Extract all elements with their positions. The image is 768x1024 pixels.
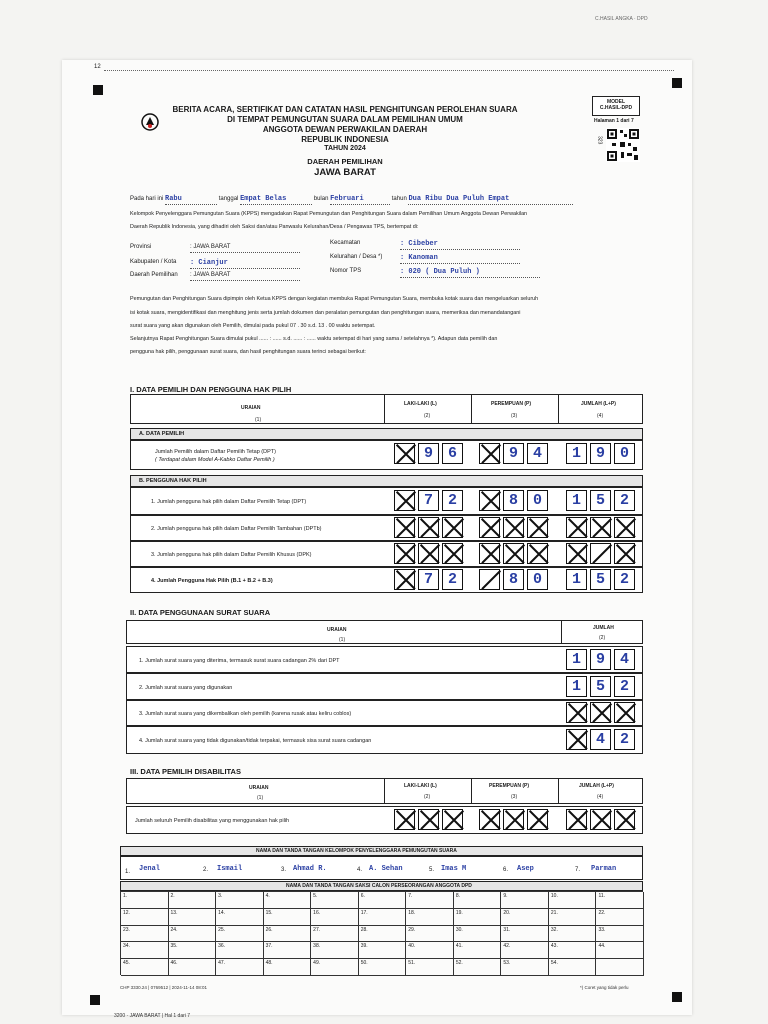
model-box <box>592 96 640 116</box>
sec3-col-uraian: URAIAN <box>249 785 269 791</box>
s3-l-d2[interactable] <box>418 809 439 830</box>
saksi-number: 25. <box>218 926 226 933</box>
saksi-cell[interactable] <box>311 942 359 959</box>
saksi-number: 8. <box>455 893 460 899</box>
saksi-number: 46. <box>170 960 178 967</box>
qr-code-icon <box>606 128 640 162</box>
b3-p-d3[interactable] <box>527 543 548 564</box>
kpps-sign-row <box>120 856 643 880</box>
dotted-top-line <box>104 70 674 71</box>
sec1-n3: (3) <box>511 413 518 419</box>
saksi-number: 39. <box>360 943 368 950</box>
saksi-cell[interactable] <box>501 909 549 926</box>
a1-p-d2[interactable]: 9 <box>503 443 524 464</box>
saksi-number: 21. <box>550 909 558 916</box>
saksi-cell[interactable] <box>501 892 549 909</box>
saksi-number: 2. <box>170 893 175 899</box>
saksi-number: 45. <box>123 960 130 967</box>
saksi-number: 17. <box>360 909 368 916</box>
sec2-n1: (1) <box>339 637 346 643</box>
saksi-number: 7. <box>408 893 413 899</box>
kpps-sign-1[interactable]: Jenal <box>139 865 161 873</box>
saksi-cell[interactable] <box>216 892 264 909</box>
saksi-cell[interactable] <box>359 959 407 976</box>
kpps-sign-6[interactable]: Asep <box>517 865 534 873</box>
saksi-number: 51. <box>408 960 416 967</box>
saksi-cell[interactable] <box>454 959 502 976</box>
sec1-b-row1-text: 1. Jumlah pengguna hak pilih dalam Daftar Pemilih Tetap (DPT) <box>151 499 307 505</box>
s2r3-d1[interactable] <box>566 702 587 723</box>
sec2-header <box>126 620 643 644</box>
corner-mark-bl <box>90 995 100 1005</box>
b1-l-d2[interactable]: 7 <box>418 490 439 511</box>
s3-j-d2[interactable] <box>590 809 611 830</box>
b1-l-d3[interactable]: 2 <box>442 490 463 511</box>
b1-p-d1[interactable] <box>479 490 500 511</box>
sec3-row1-text: Jumlah seluruh Pemilih disabilitas yang menggunakan hak pilih <box>135 818 290 824</box>
saksi-cell[interactable] <box>596 926 644 943</box>
model-label: MODEL <box>606 99 626 105</box>
a1-j-d3[interactable]: 0 <box>614 443 635 464</box>
saksi-cell[interactable] <box>216 926 264 943</box>
day-label: Pada hari ini <box>130 196 164 202</box>
a1-l-d2[interactable]: 9 <box>418 443 439 464</box>
s3-p-d3[interactable] <box>527 809 548 830</box>
saksi-number: 35. <box>170 943 178 950</box>
saksi-cell[interactable] <box>121 942 169 959</box>
b1-j-d2[interactable]: 5 <box>590 490 611 511</box>
s3-p-d1[interactable] <box>479 809 500 830</box>
saksi-number: 37. <box>265 943 273 950</box>
intro-line1: Kelompok Penyelenggara Pemungutan Suara (KPPS) mengadakan Rapat Pemungutan dan Penghitungan Suara dalam Pemilihan Umum Anggota Dewan Perwakilan <box>130 211 528 217</box>
kpps-title-row <box>120 846 643 856</box>
sec3-n1: (1) <box>257 795 264 801</box>
sec2-row1-text: 1. Jumlah surat suara yang diterima, termasuk surat suara cadangan 2% dari DPT <box>139 658 340 664</box>
saksi-number: 34. <box>123 943 130 950</box>
b2-p-d3[interactable] <box>527 517 548 538</box>
s2r2-d3[interactable]: 2 <box>614 676 635 697</box>
saksi-number: 10. <box>550 893 558 899</box>
saksi-cell[interactable] <box>549 926 597 943</box>
b1-j-d1[interactable]: 1 <box>566 490 587 511</box>
b1-j-d3[interactable]: 2 <box>614 490 635 511</box>
saksi-number: 5. <box>313 893 318 899</box>
footer-right: *) Coret yang tidak perlu <box>580 985 629 990</box>
dapil-label: Daerah Pemilihan <box>130 272 178 278</box>
saksi-cell[interactable] <box>169 892 217 909</box>
sec1-col-j: JUMLAH (L+P) <box>581 401 616 407</box>
sec3-header <box>126 778 643 804</box>
saksi-cell[interactable] <box>216 942 264 959</box>
a1-j-d2[interactable]: 9 <box>590 443 611 464</box>
dapil-value[interactable]: : JAWA BARAT <box>190 272 300 281</box>
header-line4: REPUBLIK INDONESIA <box>301 135 389 144</box>
saksi-number: 41. <box>455 943 463 950</box>
s3-l-d1[interactable] <box>394 809 415 830</box>
saksi-title-row <box>120 881 643 891</box>
month-label: bulan <box>313 196 329 202</box>
sec3-col-j: JUMLAH (L+P) <box>579 783 614 789</box>
saksi-cell[interactable] <box>501 959 549 976</box>
saksi-cell[interactable] <box>454 909 502 926</box>
sec1-col-p: PEREMPUAN (P) <box>491 401 532 407</box>
b3-p-d1[interactable] <box>479 543 500 564</box>
b4-l-d1[interactable] <box>394 569 415 590</box>
b1-l-d1[interactable] <box>394 490 415 511</box>
saksi-number: 20. <box>503 909 511 916</box>
saksi-cell[interactable] <box>311 926 359 943</box>
b3-j-d3[interactable] <box>614 543 635 564</box>
sec1-a-row1-text: Jumlah Pemilih dalam Daftar Pemilih Tetap (DPT) <box>155 449 276 455</box>
intro-line2: Daerah Republik Indonesia, yang dihadiri oleh Saksi dan/atau Panwaslu Kelurahan/Desa / Pengawas TPS, bertempat di: <box>130 224 419 230</box>
saksi-number: 53. <box>503 960 511 967</box>
sec2-n2: (2) <box>599 635 606 641</box>
saksi-number: 47. <box>218 960 226 967</box>
header-line7: JAWA BARAT <box>314 167 376 178</box>
s2r3-d3[interactable] <box>614 702 635 723</box>
saksi-cell[interactable] <box>216 959 264 976</box>
saksi-number: 16. <box>313 909 321 916</box>
saksi-cell[interactable] <box>169 942 217 959</box>
b1-p-d2[interactable]: 8 <box>503 490 524 511</box>
saksi-number: 52. <box>455 960 463 967</box>
sec3-col-l: LAKI-LAKI (L) <box>404 783 437 789</box>
saksi-cell[interactable] <box>359 942 407 959</box>
saksi-cell[interactable] <box>454 942 502 959</box>
prov-label: Provinsi <box>130 244 152 250</box>
kpps-title: NAMA DAN TANDA TANGAN KELOMPOK PENYELENGGARA PEMUNGUTAN SUARA <box>256 848 457 854</box>
top-right-note: C.HASIL ANGKA · DPD <box>595 16 648 22</box>
b4-j-d1[interactable]: 1 <box>566 569 587 590</box>
saksi-number: 30. <box>455 926 463 933</box>
kpps-n1: 1. <box>125 869 131 875</box>
section-3-title: III. DATA PEMILIH DISABILITAS <box>130 767 241 776</box>
header-line1: BERITA ACARA, SERTIFIKAT DAN CATATAN HASIL PENGHITUNGAN PEROLEHAN SUARA <box>172 105 518 114</box>
sec1-a-title-row <box>130 428 643 440</box>
para-line2: isi kotak suara, mengidentifikasi dan menghitung jenis serta jumlah dokumen dan peralatan pemungutan dan penghitungan suara, memeriksa dan menandatangani <box>130 310 521 316</box>
corner-mark-br <box>672 992 682 1002</box>
s2r2-d2[interactable]: 5 <box>590 676 611 697</box>
saksi-cell[interactable] <box>406 959 454 976</box>
saksi-number: 1. <box>123 893 128 899</box>
saksi-number: 24. <box>170 926 178 933</box>
saksi-cell[interactable] <box>121 926 169 943</box>
saksi-number: 29. <box>408 926 416 933</box>
saksi-cell[interactable] <box>406 909 454 926</box>
saksi-cell[interactable] <box>264 892 312 909</box>
saksi-cell[interactable] <box>264 909 312 926</box>
saksi-cell[interactable] <box>501 942 549 959</box>
saksi-number: 11. <box>598 893 606 899</box>
kpps-n6: 6. <box>503 867 509 873</box>
date-line <box>130 195 573 205</box>
sec1-b-row2-text: 2. Jumlah pengguna hak pilih dalam Daftar Pemilih Tambahan (DPTb) <box>151 526 322 532</box>
sec2-col-uraian: URAIAN <box>327 627 347 633</box>
para-line3: surat suara yang akan digunakan oleh Pemilih, dimulai pada pukul 07 . 30 s.d. 13 . 00 waktu setempat. <box>130 323 376 329</box>
b2-l-d3[interactable] <box>442 517 463 538</box>
sec2-row2-text: 2. Jumlah surat suara yang digunakan <box>139 685 233 691</box>
kab-label: Kabupaten / Kota <box>130 259 177 265</box>
saksi-cell[interactable] <box>216 909 264 926</box>
saksi-cell[interactable] <box>169 926 217 943</box>
para-line5: pengguna hak pilih, penggunaan surat suara, dan hasil penghitungan suara terinci sebagai berikut: <box>130 349 366 355</box>
saksi-cell[interactable] <box>311 959 359 976</box>
kpps-sign-3[interactable]: Ahmad R. <box>293 865 327 873</box>
kec-value[interactable]: : Cibeber <box>400 240 520 250</box>
kpps-sign-2[interactable]: Ismail <box>217 865 243 873</box>
saksi-cell[interactable] <box>359 909 407 926</box>
saksi-cell[interactable] <box>549 942 597 959</box>
s2r1-d2[interactable]: 9 <box>590 649 611 670</box>
s2r4-d2[interactable]: 4 <box>590 729 611 750</box>
prov-value[interactable]: : JAWA BARAT <box>190 244 300 253</box>
b3-p-d2[interactable] <box>503 543 524 564</box>
a1-p-d1[interactable] <box>479 443 500 464</box>
sec1-n1: (1) <box>255 417 262 423</box>
sec1-n4: (4) <box>597 413 604 419</box>
header-line6: DAERAH PEMILIHAN <box>307 157 383 166</box>
saksi-grid <box>120 891 643 975</box>
saksi-number: 26. <box>265 926 273 933</box>
page-number: 12 <box>94 64 101 70</box>
sec3-n4: (4) <box>597 794 604 800</box>
sec3-n3: (3) <box>511 794 518 800</box>
saksi-cell[interactable] <box>121 959 169 976</box>
b2-j-d3[interactable] <box>614 517 635 538</box>
saksi-cell[interactable] <box>549 909 597 926</box>
saksi-title: NAMA DAN TANDA TANGAN SAKSI CALON PERSEORANGAN ANGGOTA DPD <box>286 883 472 889</box>
saksi-number: 22. <box>598 909 606 916</box>
year-label: tahun <box>391 196 407 202</box>
saksi-cell[interactable] <box>311 909 359 926</box>
kab-value[interactable]: : Cianjur <box>190 259 300 269</box>
tps-value[interactable]: : 020 ( Dua Puluh ) <box>400 268 540 278</box>
sec1-a-row1-sub: ( Terdapat dalam Model A-Kabko Daftar Pemilih ) <box>155 457 275 463</box>
saksi-cell[interactable] <box>359 926 407 943</box>
b4-j-d2[interactable]: 5 <box>590 569 611 590</box>
saksi-number: 28. <box>360 926 368 933</box>
b3-l-d3[interactable] <box>442 543 463 564</box>
s2r4-d1[interactable] <box>566 729 587 750</box>
b4-p-d2[interactable]: 8 <box>503 569 524 590</box>
saksi-number: 14. <box>218 909 226 916</box>
saksi-cell[interactable] <box>169 909 217 926</box>
header-line3: ANGGOTA DEWAN PERWAKILAN DAERAH <box>262 125 428 134</box>
sec2-row4-text: 4. Jumlah surat suara yang tidak digunakan/tidak terpakai, termasuk sisa surat suara cadangan <box>139 738 372 744</box>
sec1-b-title-row <box>130 475 643 487</box>
sec1-b-row3-text: 3. Jumlah pengguna hak pilih dalam Daftar Pemilih Khusus (DPK) <box>151 552 312 558</box>
saksi-number: 23. <box>123 926 130 933</box>
month-value[interactable]: Februari <box>330 195 390 205</box>
saksi-cell[interactable] <box>596 909 644 926</box>
header-line2: DI TEMPAT PEMUNGUTAN SUARA DALAM PEMILIHAN UMUM <box>227 115 463 124</box>
saksi-cell[interactable] <box>596 959 644 976</box>
header-line5: TAHUN 2024 <box>324 145 366 152</box>
s3-p-d2[interactable] <box>503 809 524 830</box>
bottom-note: 3200 · JAWA BARAT | Hal 1 dari 7 <box>114 1013 191 1019</box>
a1-j-d1[interactable]: 1 <box>566 443 587 464</box>
sec3-col-p: PEREMPUAN (P) <box>489 783 530 789</box>
sec1-a-title: A. DATA PEMILIH <box>139 431 185 437</box>
saksi-number: 4. <box>265 893 270 899</box>
year-value[interactable]: Dua Ribu Dua Puluh Empat <box>408 195 573 205</box>
date-label: tanggal <box>218 196 239 202</box>
saksi-cell[interactable] <box>454 926 502 943</box>
date-value[interactable]: Empat Belas <box>240 195 312 205</box>
saksi-number: 15. <box>265 909 273 916</box>
s3-j-d1[interactable] <box>566 809 587 830</box>
saksi-number: 48. <box>265 960 273 967</box>
saksi-number: 54. <box>550 960 558 967</box>
saksi-cell[interactable] <box>549 959 597 976</box>
saksi-cell[interactable] <box>596 892 644 909</box>
saksi-number: 19. <box>455 909 463 916</box>
kpps-sign-4[interactable]: A. Sehan <box>369 865 403 873</box>
saksi-number: 38. <box>313 943 321 950</box>
saksi-cell[interactable] <box>406 942 454 959</box>
model-code: C.HASIL-DPD <box>599 105 633 111</box>
b2-p-d1[interactable] <box>479 517 500 538</box>
b3-l-d2[interactable] <box>418 543 439 564</box>
saksi-cell[interactable] <box>406 892 454 909</box>
saksi-number: 43. <box>550 943 558 950</box>
sec1-b-row4-text: 4. Jumlah Pengguna Hak Pilih (B.1 + B.2 + B.3) <box>151 578 273 584</box>
kpps-n3: 3. <box>281 867 287 873</box>
saksi-cell[interactable] <box>121 892 169 909</box>
saksi-number: 32. <box>550 926 558 933</box>
saksi-number: 6. <box>360 893 365 899</box>
saksi-number: 42. <box>503 943 511 950</box>
s2r1-d3[interactable]: 4 <box>614 649 635 670</box>
saksi-cell[interactable] <box>169 959 217 976</box>
kpps-sign-7[interactable]: Parman <box>591 865 617 873</box>
saksi-cell[interactable] <box>121 909 169 926</box>
kpps-n5: 5. <box>429 867 435 873</box>
b4-l-d3[interactable]: 2 <box>442 569 463 590</box>
footer-left: CHP 3330.24 | 0769512 | 2024-11-14 08:01 <box>120 985 207 990</box>
saksi-cell[interactable] <box>311 892 359 909</box>
sec2-col-j: JUMLAH <box>593 625 614 631</box>
corner-mark-tr <box>672 78 682 88</box>
b3-j-d1[interactable] <box>566 543 587 564</box>
b3-l-d1[interactable] <box>394 543 415 564</box>
saksi-cell[interactable] <box>454 892 502 909</box>
sec1-n2: (2) <box>424 413 431 419</box>
b2-j-d2[interactable] <box>590 517 611 538</box>
saksi-cell[interactable] <box>501 926 549 943</box>
section-1-title: I. DATA PEMILIH DAN PENGGUNA HAK PILIH <box>130 385 292 394</box>
b4-p-d3[interactable]: 0 <box>527 569 548 590</box>
b2-j-d1[interactable] <box>566 517 587 538</box>
sec2-row3-text: 3. Jumlah surat suara yang dikembalikan oleh pemilih (karena rusak atau keliru coblos) <box>139 711 352 717</box>
s2r4-d3[interactable]: 2 <box>614 729 635 750</box>
a1-p-d3[interactable]: 4 <box>527 443 548 464</box>
saksi-number: 40. <box>408 943 416 950</box>
b4-l-d2[interactable]: 7 <box>418 569 439 590</box>
saksi-number: 9. <box>503 893 508 899</box>
s2r1-d1[interactable]: 1 <box>566 649 587 670</box>
b2-l-d2[interactable] <box>418 517 439 538</box>
b2-l-d1[interactable] <box>394 517 415 538</box>
kel-value[interactable]: : Kanoman <box>400 254 520 264</box>
saksi-cell[interactable] <box>264 942 312 959</box>
sec3-n2: (2) <box>424 794 431 800</box>
saksi-cell[interactable] <box>406 926 454 943</box>
s2r3-d2[interactable] <box>590 702 611 723</box>
saksi-number: 27. <box>313 926 321 933</box>
saksi-number: 13. <box>170 909 178 916</box>
saksi-number: 12. <box>123 909 130 916</box>
b4-p-d1[interactable] <box>479 569 500 590</box>
para-line1: Pemungutan dan Penghitungan Suara dipimpin oleh Ketua KPPS dengan kegiatan membuka Rapat Pemungutan Suara, membuka kotak suara dan mengeluarkan seluruh <box>130 296 539 302</box>
saksi-number: 3. <box>218 893 223 899</box>
a1-l-d3[interactable]: 6 <box>442 443 463 464</box>
kpps-n7: 7. <box>575 867 581 873</box>
s3-j-d3[interactable] <box>614 809 635 830</box>
corner-mark-tl <box>93 85 103 95</box>
section-2-title: II. DATA PENGGUNAAN SURAT SUARA <box>130 608 271 617</box>
kec-label: Kecamatan <box>330 240 361 246</box>
saksi-cell[interactable] <box>359 892 407 909</box>
kpps-n2: 2. <box>203 867 209 873</box>
s3-l-d3[interactable] <box>442 809 463 830</box>
b4-j-d3[interactable]: 2 <box>614 569 635 590</box>
saksi-cell[interactable] <box>264 926 312 943</box>
sec1-b-title: B. PENGGUNA HAK PILIH <box>139 478 207 484</box>
saksi-cell[interactable] <box>549 892 597 909</box>
saksi-number: 44. <box>598 943 606 950</box>
side-code: 323 <box>596 136 603 145</box>
saksi-number: 49. <box>313 960 321 967</box>
saksi-number: 50. <box>360 960 368 967</box>
sec1-header <box>130 394 643 424</box>
b3-j-d2[interactable] <box>590 543 611 564</box>
kpps-sign-5[interactable]: Imas M <box>441 865 467 873</box>
saksi-cell[interactable] <box>596 942 644 959</box>
s2r2-d1[interactable]: 1 <box>566 676 587 697</box>
saksi-number: 33. <box>598 926 606 933</box>
a1-l-d1[interactable] <box>394 443 415 464</box>
b2-p-d2[interactable] <box>503 517 524 538</box>
saksi-number: 31. <box>503 926 511 933</box>
model-page: Halaman 1 dari 7 <box>594 118 634 124</box>
sec1-col-uraian: URAIAN <box>241 405 261 411</box>
kpps-n4: 4. <box>357 867 363 873</box>
kel-label: Kelurahan / Desa *) <box>330 254 383 260</box>
b1-p-d3[interactable]: 0 <box>527 490 548 511</box>
para-line4: Selanjutnya Rapat Penghitungan Suara dimulai pukul ...... : ...... s.d. ...... : ...... waktu setempat di hari yang sama / setelahnya *). Adapun data pemilih dan <box>130 336 498 342</box>
saksi-cell[interactable] <box>264 959 312 976</box>
saksi-number: 18. <box>408 909 416 916</box>
tps-label: Nomor TPS <box>330 268 362 274</box>
day-value[interactable]: Rabu <box>165 195 217 205</box>
saksi-number: 36. <box>218 943 226 950</box>
sec1-col-l: LAKI-LAKI (L) <box>404 401 437 407</box>
